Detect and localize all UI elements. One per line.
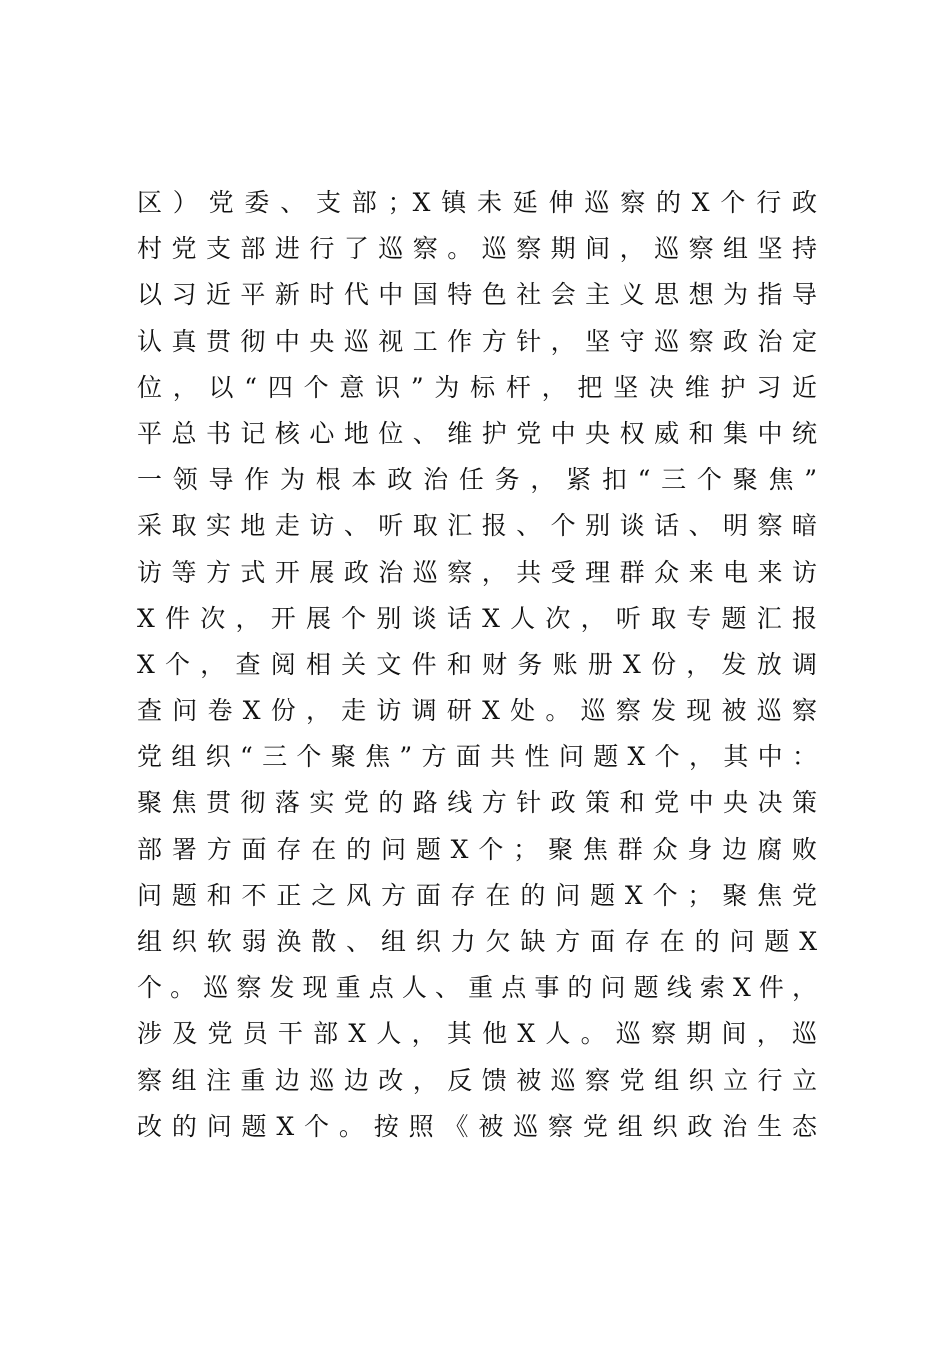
text-line-20: 察组注重边巡边改，反馈被巡察党组织立行立 (137, 1065, 817, 1095)
text-line-21: 改的问题X个。按照《被巡察党组织政治生态 (137, 1111, 817, 1141)
text-line-13: 党组织“三个聚焦”方面共性问题X个，其中： (137, 742, 817, 772)
text-line-14: 聚焦贯彻落实党的路线方针政策和党中央决策 (137, 788, 817, 818)
text-line-2: 村党支部进行了巡察。巡察期间，巡察组坚持 (137, 234, 817, 264)
text-line-9: 访等方式开展政治巡察，共受理群众来电来访 (137, 557, 817, 587)
text-line-17: 组织软弱涣散、组织力欠缺方面存在的问题X (137, 927, 817, 956)
body-text (137, 180, 817, 1150)
text-line-12: 查问卷X份，走访调研X处。巡察发现被巡察 (137, 696, 817, 726)
text-line-5: 位，以“四个意识”为标杆，把坚决维护习近 (137, 372, 817, 402)
text-line-19: 涉及党员干部X人，其他X人。巡察期间，巡 (137, 1019, 817, 1049)
text-line-10: X件次，开展个别谈话X人次，听取专题汇报 (137, 603, 817, 633)
text-line-15: 部署方面存在的问题X个；聚焦群众身边腐败 (137, 834, 817, 864)
text-line-8: 采取实地走访、听取汇报、个别谈话、明察暗 (137, 511, 817, 541)
text-line-16: 问题和不正之风方面存在的问题X个；聚焦党 (137, 880, 817, 910)
text-line-7: 一领导作为根本政治任务，紧扣“三个聚焦” (137, 465, 817, 495)
text-line-18: 个。巡察发现重点人、重点事的问题线索X件， (137, 973, 817, 1003)
text-line-6: 平总书记核心地位、维护党中央权威和集中统 (137, 418, 817, 448)
text-line-4: 认真贯彻中央巡视工作方针，坚守巡察政治定 (137, 326, 817, 356)
text-line-11: X个，查阅相关文件和财务账册X份，发放调 (137, 649, 817, 679)
text-line-3: 以习近平新时代中国特色社会主义思想为指导 (137, 280, 817, 310)
text-line-1: 区）党委、支部；X镇未延伸巡察的X个行政 (137, 188, 817, 217)
